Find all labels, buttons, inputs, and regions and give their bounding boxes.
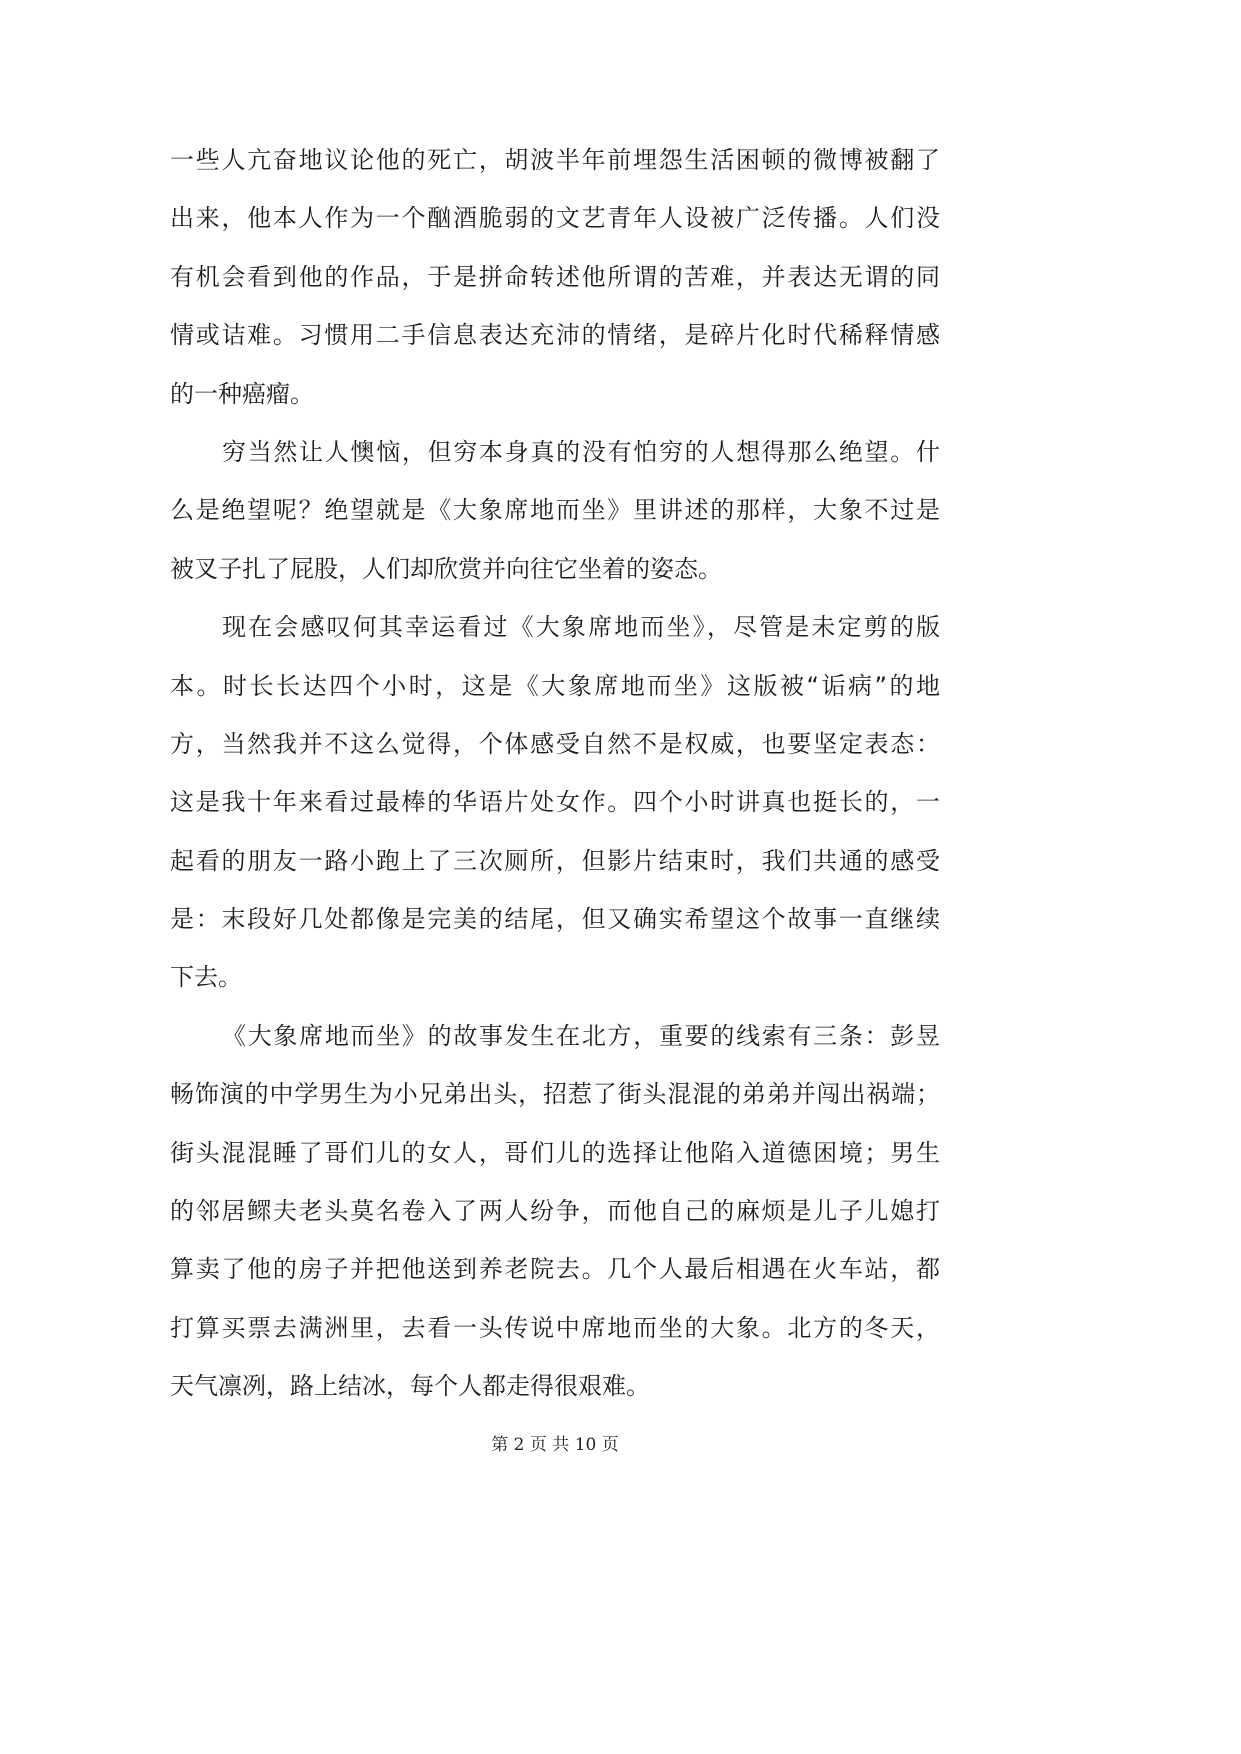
text-line: 算卖了他的房子并把他送到养老院去。几个人最后相遇在火车站，都 xyxy=(170,1255,940,1284)
text-line: 有机会看到他的作品，于是拼命转述他所谓的苦难，并表达无谓的同 xyxy=(170,262,940,291)
text-line: 天气凛冽，路上结冰，每个人都走得很艰难。 xyxy=(170,1372,650,1401)
text-line: 情或诘难。习惯用二手信息表达充沛的情绪，是碎片化时代稀释情感 xyxy=(170,321,940,350)
text-line: 《大象席地而坐》的故事发生在北方，重要的线索有三条：彭昱 xyxy=(222,1021,940,1050)
page-number-footer: 第 2 页 共 10 页 xyxy=(491,1435,619,1455)
text-line: 下去。 xyxy=(170,963,242,992)
text-line: 是：末段好几处都像是完美的结尾，但又确实希望这个故事一直继续 xyxy=(170,905,940,934)
text-line: 方，当然我并不这么觉得，个体感受自然不是权威，也要坚定表态： xyxy=(170,729,940,758)
text-line: 街头混混睡了哥们儿的女人，哥们儿的选择让他陷入道德困境；男生 xyxy=(170,1138,940,1167)
text-line: 起看的朋友一路小跑上了三次厕所，但影片结束时，我们共通的感受 xyxy=(170,846,940,875)
text-line: 穷当然让人懊恼，但穷本身真的没有怕穷的人想得那么绝望。什 xyxy=(222,437,940,466)
text-line: 的一种癌瘤。 xyxy=(170,379,314,408)
text-line: 这是我十年来看过最棒的华语片处女作。四个小时讲真也挺长的，一 xyxy=(170,788,940,817)
text-line: 畅饰演的中学男生为小兄弟出头，招惹了街头混混的弟弟并闯出祸端； xyxy=(170,1080,940,1109)
paragraph-1 xyxy=(170,131,940,423)
text-line: 打算买票去满洲里，去看一头传说中席地而坐的大象。北方的冬天， xyxy=(170,1313,940,1342)
document-body xyxy=(170,131,940,1416)
text-line: 出来，他本人作为一个酗酒脆弱的文艺青年人设被广泛传播。人们没 xyxy=(170,204,940,233)
text-line: 一些人亢奋地议论他的死亡，胡波半年前埋怨生活困顿的微博被翻了 xyxy=(170,146,940,174)
text-line: 被叉子扎了屁股，人们却欣赏并向往它坐着的姿态。 xyxy=(170,554,722,583)
text-line: 本。时长长达四个小时，这是《大象席地而坐》这版被“诟病”的地 xyxy=(170,671,940,700)
text-line: 现在会感叹何其幸运看过《大象席地而坐》，尽管是未定剪的版 xyxy=(222,613,940,642)
paragraph-3 xyxy=(170,598,940,1007)
text-line: 么是绝望呢？绝望就是《大象席地而坐》里讲述的那样，大象不过是 xyxy=(170,496,940,525)
paragraph-2 xyxy=(170,423,940,598)
paragraph-4 xyxy=(170,1007,940,1416)
text-line: 的邻居鳏夫老头莫名卷入了两人纷争，而他自己的麻烦是儿子儿媳打 xyxy=(170,1197,940,1226)
